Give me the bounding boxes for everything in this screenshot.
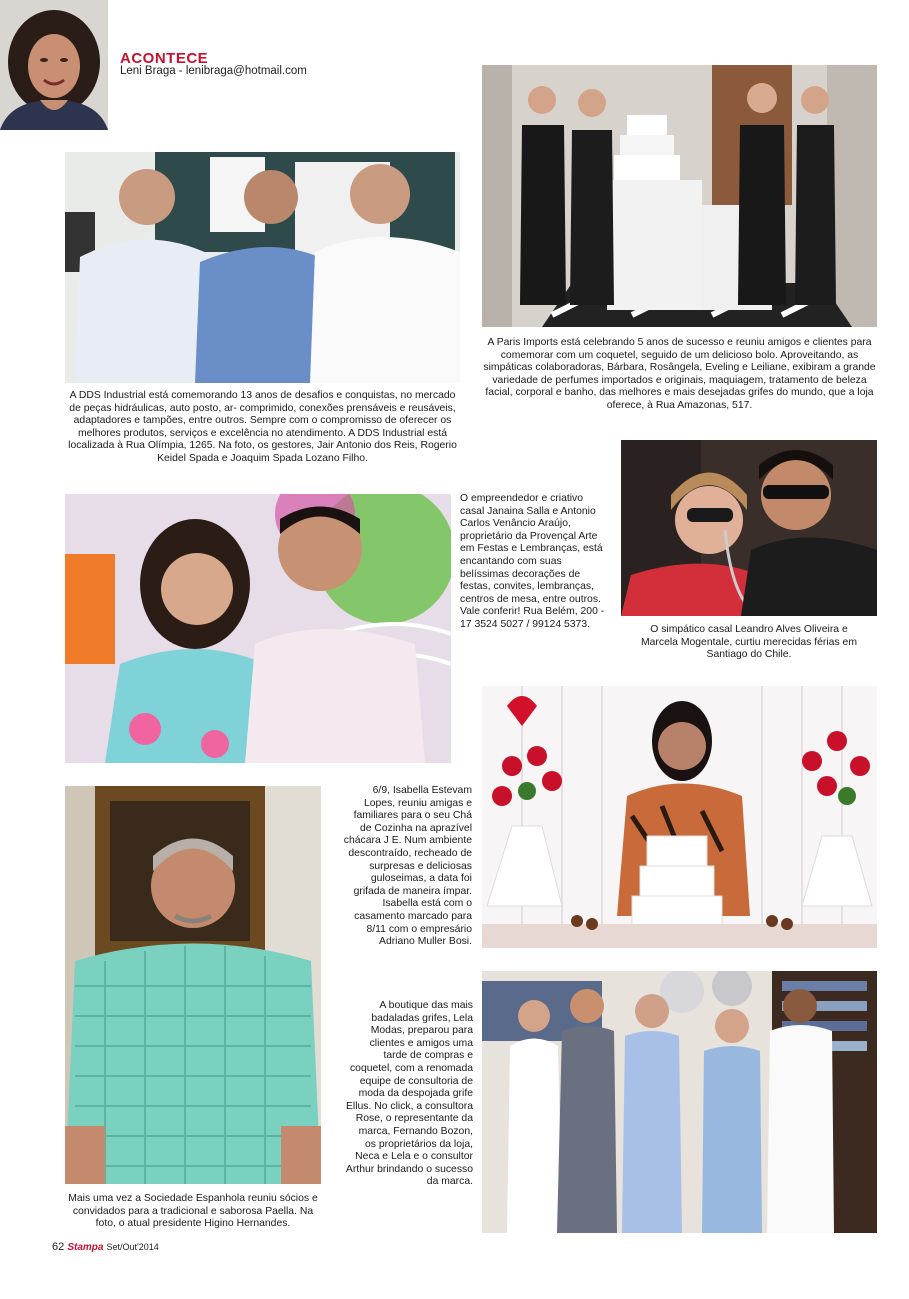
- photo-isabella: [482, 686, 877, 948]
- caption-lela-modas: A boutique das mais badaladas grifes, Lela Modas, preparou para clientes e amigos uma tarde de compras e coquetel, com a renomada equipe de consultoria de moda da despojada grife Ellus. No click, a consultora Rose, o representante da marca, Fernando Bozon, os proprietários da loja, Neca e Lela e o consultor Arthur brindando o sucesso da marca.: [345, 1000, 473, 1188]
- caption-provencal: O empreendedor e criativo casal Janaina Salla e Antonio Carlos Venâncio Araújo, proprietário da Provençal Arte em Festas e Lembranças, está encantando com suas belíssimas decorações de festas, convites, lembranças, centros de mesa, entre outros. Vale conferir! Rua Belém, 200 - 17 3524 5027 / 99124 5373.: [460, 493, 605, 630]
- caption-dds-industrial: A DDS Industrial está comemorando 13 anos de desafios e conquistas, no mercado de peças hidráulicas, auto posto, ar- comprimido, conexões prensáveis e reusáveis, adaptadores e tampões, entre outros. Sempre com o compromisso de oferecer os melhores produtos, serviços e excelência no atendimento. A DDS Industrial está localizada à Rua Olímpia, 1265. Na foto, os gestores, Jair Antonio dos Reis, Rogerio Keidel Spada e Joaquim Spada Lozano Filho.: [68, 390, 457, 464]
- photo-sociedade-espanhola: [65, 786, 321, 1184]
- caption-chile: O simpático casal Leandro Alves Oliveira e Marcela Mogentale, curtiu merecidas férias em Santiago do Chile.: [641, 624, 857, 661]
- page-number: 62: [52, 1241, 65, 1253]
- magazine-brand: Stampa: [67, 1242, 104, 1253]
- caption-sociedade-espanhola: Mais uma vez a Sociedade Espanhola reuniu sócios e convidados para a tradicional e saborosa Paella. Na foto, o atual presidente Higino Hernandes.: [68, 1193, 318, 1230]
- photo-provencal-couple: [65, 494, 451, 763]
- photo-dds-industrial: [65, 152, 460, 383]
- columnist-photo: [0, 0, 108, 130]
- caption-isabella: 6/9, Isabella Estevam Lopes, reuniu amigas e familiares para o seu Chá de Cozinha na aprazível chácara J E. Num ambiente descontraído, recheado de surpresas e deliciosas guloseimas, a data foi grifada de maneira ímpar. Isabella está com o casamento marcado para 8/11 com o empresário Adriano Muller Bosi.: [343, 785, 472, 948]
- photo-paris-imports: [482, 65, 877, 327]
- author-byline: Leni Braga - lenibraga@hotmail.com: [120, 65, 307, 77]
- page-footer: [52, 1241, 159, 1253]
- photo-chile-couple: [621, 440, 877, 616]
- issue-date: Set/Out'2014: [106, 1242, 159, 1252]
- caption-paris-imports: A Paris Imports está celebrando 5 anos de sucesso e reuniu amigos e clientes para comemorar com um coquetel, seguido de um delicioso bolo. Aproveitando, as simpáticas colaboradoras, Bárbara, Rosângela, Eveling e Leiliane, exibiram a grande variedade de perfumes importados e originais, maquiagem, tratamento de beleza facial, corporal e banho, das melhores e mais desejadas grifes do mundo, que a loja oferece, à Rua Amazonas, 517.: [483, 337, 876, 411]
- section-title: ACONTECE: [120, 50, 209, 67]
- photo-lela-modas: [482, 971, 877, 1233]
